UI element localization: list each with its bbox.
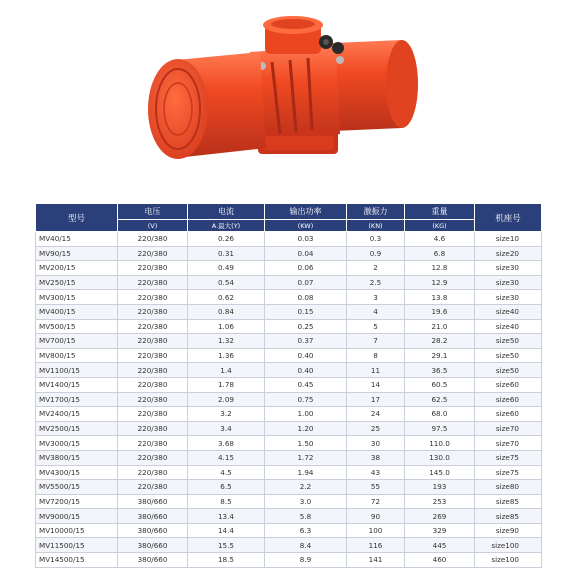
cell-weight: 253 <box>405 494 475 509</box>
cell-power: 8.9 <box>265 553 347 568</box>
cell-weight: 193 <box>405 480 475 495</box>
cell-frame: size80 <box>475 480 542 495</box>
header-voltage: 电压 <box>118 204 188 220</box>
cell-power: 0.15 <box>265 304 347 319</box>
cell-power: 0.06 <box>265 261 347 276</box>
cell-voltage: 220/380 <box>118 261 188 276</box>
table-row <box>36 480 542 495</box>
cell-weight: 6.8 <box>405 246 475 261</box>
cell-power: 3.0 <box>265 494 347 509</box>
cell-frame: size30 <box>475 261 542 276</box>
cell-power: 5.8 <box>265 509 347 524</box>
cell-force: 3 <box>347 290 405 305</box>
cell-force: 38 <box>347 450 405 465</box>
cell-force: 4 <box>347 304 405 319</box>
cell-model: MV90/15 <box>36 246 118 261</box>
cell-model: MV5500/15 <box>36 480 118 495</box>
cell-force: 55 <box>347 480 405 495</box>
cell-voltage: 220/380 <box>118 392 188 407</box>
table-row <box>36 392 542 407</box>
cell-power: 1.00 <box>265 407 347 422</box>
cell-power: 0.40 <box>265 363 347 378</box>
table-row <box>36 246 542 261</box>
cell-weight: 28.2 <box>405 334 475 349</box>
table-row <box>36 348 542 363</box>
cell-weight: 12.8 <box>405 261 475 276</box>
cell-model: MV700/15 <box>36 334 118 349</box>
cell-current: 4.15 <box>188 450 265 465</box>
cell-model: MV1100/15 <box>36 363 118 378</box>
cell-current: 0.31 <box>188 246 265 261</box>
table-row <box>36 407 542 422</box>
table-row <box>36 275 542 290</box>
cell-voltage: 220/380 <box>118 421 188 436</box>
cell-weight: 21.0 <box>405 319 475 334</box>
cell-weight: 329 <box>405 523 475 538</box>
cell-force: 116 <box>347 538 405 553</box>
table-row <box>36 509 542 524</box>
cell-model: MV2400/15 <box>36 407 118 422</box>
cell-force: 11 <box>347 363 405 378</box>
cell-voltage: 220/380 <box>118 436 188 451</box>
cell-voltage: 220/380 <box>118 275 188 290</box>
table-row <box>36 465 542 480</box>
cell-current: 0.54 <box>188 275 265 290</box>
cell-current: 0.26 <box>188 232 265 247</box>
cell-model: MV9000/15 <box>36 509 118 524</box>
cell-frame: size40 <box>475 304 542 319</box>
cell-power: 0.08 <box>265 290 347 305</box>
table-body <box>36 232 542 568</box>
cell-current: 2.09 <box>188 392 265 407</box>
cell-current: 1.4 <box>188 363 265 378</box>
cell-model: MV7200/15 <box>36 494 118 509</box>
cell-weight: 4.6 <box>405 232 475 247</box>
cell-model: MV400/15 <box>36 304 118 319</box>
cell-frame: size60 <box>475 392 542 407</box>
cell-voltage: 220/380 <box>118 334 188 349</box>
cell-frame: size50 <box>475 348 542 363</box>
cell-force: 2 <box>347 261 405 276</box>
cell-voltage: 220/380 <box>118 290 188 305</box>
cell-frame: size50 <box>475 334 542 349</box>
cell-current: 4.5 <box>188 465 265 480</box>
cell-force: 2.5 <box>347 275 405 290</box>
cell-weight: 29.1 <box>405 348 475 363</box>
cell-voltage: 220/380 <box>118 348 188 363</box>
cell-frame: size30 <box>475 275 542 290</box>
cell-force: 14 <box>347 377 405 392</box>
cell-power: 6.3 <box>265 523 347 538</box>
cell-current: 8.5 <box>188 494 265 509</box>
cell-power: 0.25 <box>265 319 347 334</box>
cell-model: MV1400/15 <box>36 377 118 392</box>
table-row <box>36 334 542 349</box>
cell-weight: 60.5 <box>405 377 475 392</box>
unit-power: (KW) <box>265 220 347 232</box>
cell-model: MV3800/15 <box>36 450 118 465</box>
cell-model: MV500/15 <box>36 319 118 334</box>
cell-weight: 62.5 <box>405 392 475 407</box>
cell-model: MV3000/15 <box>36 436 118 451</box>
cell-weight: 460 <box>405 553 475 568</box>
cell-frame: size85 <box>475 509 542 524</box>
cell-force: 5 <box>347 319 405 334</box>
spec-table <box>35 203 542 568</box>
cell-model: MV11500/15 <box>36 538 118 553</box>
cell-voltage: 220/380 <box>118 480 188 495</box>
cell-weight: 13.8 <box>405 290 475 305</box>
header-frame: 机座号 <box>475 204 542 232</box>
cell-weight: 97.5 <box>405 421 475 436</box>
cell-model: MV2500/15 <box>36 421 118 436</box>
header-current: 电流 <box>188 204 265 220</box>
cell-force: 8 <box>347 348 405 363</box>
cell-frame: size70 <box>475 421 542 436</box>
cell-current: 6.5 <box>188 480 265 495</box>
cell-power: 0.45 <box>265 377 347 392</box>
cell-voltage: 220/380 <box>118 377 188 392</box>
cell-weight: 269 <box>405 509 475 524</box>
header-force: 激振力 <box>347 204 405 220</box>
table-row <box>36 363 542 378</box>
cell-model: MV250/15 <box>36 275 118 290</box>
cell-weight: 36.5 <box>405 363 475 378</box>
cell-frame: size10 <box>475 232 542 247</box>
cell-power: 1.20 <box>265 421 347 436</box>
cell-current: 1.06 <box>188 319 265 334</box>
cell-voltage: 220/380 <box>118 450 188 465</box>
cell-voltage: 380/660 <box>118 538 188 553</box>
cell-voltage: 220/380 <box>118 407 188 422</box>
cell-force: 141 <box>347 553 405 568</box>
cell-power: 0.37 <box>265 334 347 349</box>
cell-power: 1.94 <box>265 465 347 480</box>
cell-frame: size30 <box>475 290 542 305</box>
table-row <box>36 538 542 553</box>
cell-force: 30 <box>347 436 405 451</box>
cell-voltage: 380/660 <box>118 494 188 509</box>
table-row <box>36 421 542 436</box>
table-row <box>36 261 542 276</box>
cell-frame: size90 <box>475 523 542 538</box>
table-header-row <box>36 204 542 220</box>
cell-force: 24 <box>347 407 405 422</box>
cell-current: 18.5 <box>188 553 265 568</box>
cell-current: 1.78 <box>188 377 265 392</box>
table-row <box>36 304 542 319</box>
cell-current: 3.4 <box>188 421 265 436</box>
cell-force: 72 <box>347 494 405 509</box>
cell-model: MV1700/15 <box>36 392 118 407</box>
cell-current: 0.49 <box>188 261 265 276</box>
cell-force: 0.9 <box>347 246 405 261</box>
cell-power: 0.03 <box>265 232 347 247</box>
header-weight: 重量 <box>405 204 475 220</box>
cell-force: 17 <box>347 392 405 407</box>
cell-weight: 445 <box>405 538 475 553</box>
cell-weight: 110.0 <box>405 436 475 451</box>
cell-power: 8.4 <box>265 538 347 553</box>
cell-power: 2.2 <box>265 480 347 495</box>
cell-model: MV10000/15 <box>36 523 118 538</box>
unit-force: (KN) <box>347 220 405 232</box>
cell-force: 90 <box>347 509 405 524</box>
cell-frame: size100 <box>475 553 542 568</box>
cell-model: MV14500/15 <box>36 553 118 568</box>
cell-voltage: 380/660 <box>118 553 188 568</box>
unit-voltage: (V) <box>118 220 188 232</box>
cell-frame: size100 <box>475 538 542 553</box>
cell-frame: size20 <box>475 246 542 261</box>
cell-force: 25 <box>347 421 405 436</box>
cell-current: 0.84 <box>188 304 265 319</box>
cell-current: 1.36 <box>188 348 265 363</box>
cell-frame: size70 <box>475 436 542 451</box>
cell-frame: size50 <box>475 363 542 378</box>
cell-model: MV40/15 <box>36 232 118 247</box>
cell-current: 14.4 <box>188 523 265 538</box>
cell-current: 13.4 <box>188 509 265 524</box>
cell-voltage: 220/380 <box>118 232 188 247</box>
cell-voltage: 220/380 <box>118 319 188 334</box>
table-row <box>36 290 542 305</box>
cell-current: 0.62 <box>188 290 265 305</box>
cell-force: 100 <box>347 523 405 538</box>
table-row <box>36 377 542 392</box>
cell-frame: size60 <box>475 377 542 392</box>
cell-frame: size40 <box>475 319 542 334</box>
table-row <box>36 450 542 465</box>
cell-frame: size75 <box>475 465 542 480</box>
cell-model: MV200/15 <box>36 261 118 276</box>
cell-current: 15.5 <box>188 538 265 553</box>
cell-current: 1.32 <box>188 334 265 349</box>
cell-force: 0.3 <box>347 232 405 247</box>
cell-voltage: 220/380 <box>118 246 188 261</box>
cell-power: 1.50 <box>265 436 347 451</box>
cell-weight: 68.0 <box>405 407 475 422</box>
cell-model: MV300/15 <box>36 290 118 305</box>
cell-model: MV4300/15 <box>36 465 118 480</box>
cell-frame: size60 <box>475 407 542 422</box>
cell-weight: 130.0 <box>405 450 475 465</box>
cell-model: MV800/15 <box>36 348 118 363</box>
table-row <box>36 494 542 509</box>
cell-frame: size85 <box>475 494 542 509</box>
cell-force: 43 <box>347 465 405 480</box>
table-row <box>36 232 542 247</box>
table-row <box>36 523 542 538</box>
table-row <box>36 319 542 334</box>
cell-voltage: 220/380 <box>118 363 188 378</box>
table-row <box>36 436 542 451</box>
cell-power: 0.40 <box>265 348 347 363</box>
cell-voltage: 220/380 <box>118 304 188 319</box>
cell-voltage: 380/660 <box>118 509 188 524</box>
cell-power: 1.72 <box>265 450 347 465</box>
cell-weight: 19.6 <box>405 304 475 319</box>
cell-frame: size75 <box>475 450 542 465</box>
cell-power: 0.75 <box>265 392 347 407</box>
cell-weight: 12.9 <box>405 275 475 290</box>
cell-voltage: 380/660 <box>118 523 188 538</box>
cell-current: 3.2 <box>188 407 265 422</box>
cell-force: 7 <box>347 334 405 349</box>
cell-current: 3.68 <box>188 436 265 451</box>
vibration-motor-image <box>140 8 430 176</box>
cell-weight: 145.0 <box>405 465 475 480</box>
cell-voltage: 220/380 <box>118 465 188 480</box>
cell-power: 0.07 <box>265 275 347 290</box>
header-power: 输出功率 <box>265 204 347 220</box>
cell-power: 0.04 <box>265 246 347 261</box>
unit-weight: (KG) <box>405 220 475 232</box>
unit-current: A.最大(Y) <box>188 220 265 232</box>
header-model: 型号 <box>36 204 118 232</box>
table-row <box>36 553 542 568</box>
